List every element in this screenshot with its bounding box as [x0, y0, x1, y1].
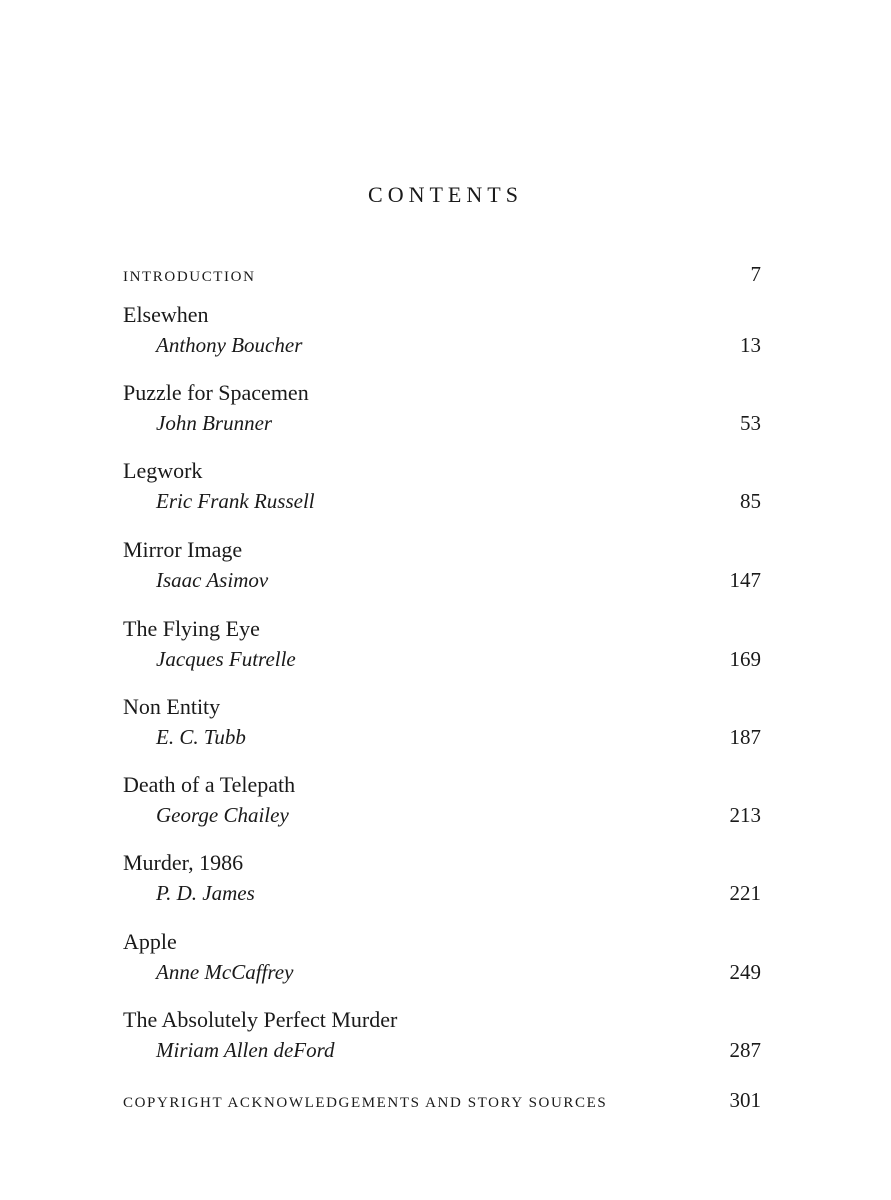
story-page: 169 [729, 647, 761, 671]
story-author: Jacques Futrelle [156, 647, 296, 671]
story-page: 187 [729, 725, 761, 749]
toc-entry [123, 614, 761, 674]
toc-entry [123, 927, 761, 987]
story-author: Anne McCaffrey [156, 960, 294, 984]
story-title: Legwork [123, 458, 203, 483]
story-page: 85 [740, 489, 761, 513]
copyright-page: 301 [729, 1088, 761, 1112]
story-page: 53 [740, 411, 761, 435]
story-title: Apple [123, 929, 177, 954]
story-page: 287 [729, 1038, 761, 1062]
story-author: Isaac Asimov [156, 568, 269, 592]
story-title: Death of a Telepath [123, 772, 296, 797]
story-title: Puzzle for Spacemen [123, 380, 309, 405]
story-title: The Absolutely Perfect Murder [123, 1007, 398, 1032]
story-author: Miriam Allen deFord [156, 1038, 335, 1062]
copyright-label: COPYRIGHT ACKNOWLEDGEMENTS AND STORY SOURCES [123, 1095, 608, 1111]
story-title: Mirror Image [123, 537, 243, 562]
toc-entry [123, 770, 761, 830]
toc-entry [123, 692, 761, 752]
story-page: 13 [740, 333, 761, 357]
story-author: P. D. James [156, 881, 255, 905]
story-title: Non Entity [123, 694, 221, 719]
story-author: Eric Frank Russell [156, 489, 315, 513]
story-author: George Chailey [156, 803, 289, 827]
toc-entry [123, 300, 761, 360]
story-title: The Flying Eye [123, 616, 260, 641]
story-page: 221 [729, 881, 761, 905]
introduction-row [123, 262, 761, 290]
story-page: 249 [729, 960, 761, 984]
toc-entry [123, 456, 761, 516]
story-page: 213 [729, 803, 761, 827]
story-title: Elsewhen [123, 302, 209, 327]
story-author: John Brunner [156, 411, 273, 435]
toc-entry [123, 378, 761, 438]
story-page: 147 [729, 568, 761, 592]
page-title: CONTENTS [368, 182, 523, 207]
story-author: E. C. Tubb [156, 725, 246, 749]
story-title: Murder, 1986 [123, 850, 244, 875]
introduction-page: 7 [750, 262, 761, 286]
toc-entry [123, 535, 761, 595]
introduction-label: INTRODUCTION [123, 269, 256, 285]
toc-entry [123, 848, 761, 908]
story-author: Anthony Boucher [156, 333, 303, 357]
toc-entry [123, 1005, 761, 1065]
copyright-row [123, 1088, 761, 1116]
